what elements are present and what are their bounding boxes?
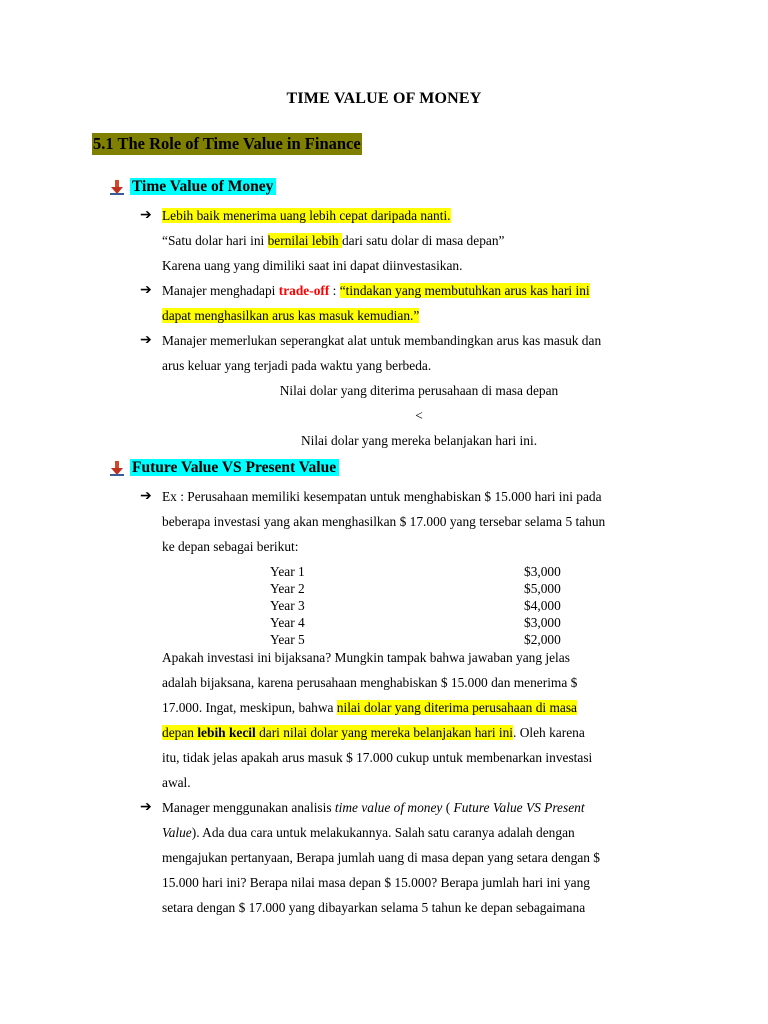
subheading-time-value — [110, 177, 276, 197]
table-row: Year 4 $3,000 — [270, 615, 561, 630]
text-line: 15.000 hari ini? Berapa nilai masa depan $ 15.000? Berapa jumlah hari ini yang — [162, 875, 590, 890]
text-line: Value). Ada dua cara untuk melakukannya. Salah satu caranya adalah dengan — [162, 825, 575, 840]
centered-text: Nilai dolar yang diterima perusahaan di masa depan — [279, 383, 559, 398]
down-arrow-bullet-icon — [110, 460, 124, 476]
text-line: 17.000. Ingat, meskipun, bahwa nilai dolar yang diterima perusahaan di masa — [162, 700, 577, 715]
text-line: dapat menghasilkan arus kas masuk kemudian.” — [162, 308, 420, 323]
subheading-label: Future Value VS Present Value — [130, 459, 339, 476]
text-line: arus keluar yang terjadi pada waktu yang berbeda. — [162, 358, 432, 373]
text-line: setara dengan $ 17.000 yang dibayarkan selama 5 tahun ke depan sebagaimana — [162, 900, 586, 915]
arrow-bullet-icon: ➔ — [140, 208, 152, 223]
subheading-label: Time Value of Money — [130, 178, 276, 195]
document-title: TIME VALUE OF MONEY — [286, 90, 482, 107]
subheading-future-present — [110, 458, 339, 478]
text-line: mengajukan pertanyaan, Berapa jumlah uang di masa depan yang setara dengan $ — [162, 850, 601, 865]
table-row: Year 1 $3,000 — [270, 564, 561, 579]
arrow-bullet-icon: ➔ — [140, 333, 152, 348]
text-line: Lebih baik menerima uang lebih cepat daripada nanti. — [162, 208, 451, 223]
text-line: depan lebih kecil dari nilai dolar yang mereka belanjakan hari ini. Oleh karena — [162, 725, 585, 740]
text-line: ke depan sebagai berikut: — [162, 539, 299, 554]
text-line: Manager menggunakan analisis time value of money ( Future Value VS Present — [162, 800, 585, 815]
text-line: awal. — [162, 775, 191, 790]
text-line: Ex : Perusahaan memiliki kesempatan untuk menghabiskan $ 15.000 hari ini pada — [162, 489, 602, 504]
text-line: “Satu dolar hari ini bernilai lebih dari satu dolar di masa depan” — [162, 233, 505, 248]
text-line: Karena uang yang dimiliki saat ini dapat diinvestasikan. — [162, 258, 463, 273]
arrow-bullet-icon: ➔ — [140, 283, 152, 298]
table-row: Year 2 $5,000 — [270, 581, 561, 596]
table-row: Year 5 $2,000 — [270, 632, 561, 647]
centered-text: < — [415, 408, 423, 423]
cash-flow-table — [270, 563, 590, 648]
down-arrow-bullet-icon — [110, 179, 124, 195]
text-line: itu, tidak jelas apakah arus masuk $ 17.000 cukup untuk membenarkan investasi — [162, 750, 593, 765]
table-row: Year 3 $4,000 — [270, 598, 561, 613]
arrow-bullet-icon: ➔ — [140, 800, 152, 815]
text-line: Manajer memerlukan seperangkat alat untuk membandingkan arus kas masuk dan — [162, 333, 602, 348]
text-line: Apakah investasi ini bijaksana? Mungkin tampak bahwa jawaban yang jelas — [162, 650, 570, 665]
text-line: adalah bijaksana, karena perusahaan menghabiskan $ 15.000 dan menerima $ — [162, 675, 578, 690]
text-line: Manajer menghadapi trade-off : “tindakan yang membutuhkan arus kas hari ini — [162, 283, 590, 298]
arrow-bullet-icon: ➔ — [140, 489, 152, 504]
section-heading: 5.1 The Role of Time Value in Finance — [93, 134, 361, 153]
centered-text: Nilai dolar yang mereka belanjakan hari ini. — [300, 433, 538, 448]
text-line: beberapa investasi yang akan menghasilkan $ 17.000 yang tersebar selama 5 tahun — [162, 514, 606, 529]
